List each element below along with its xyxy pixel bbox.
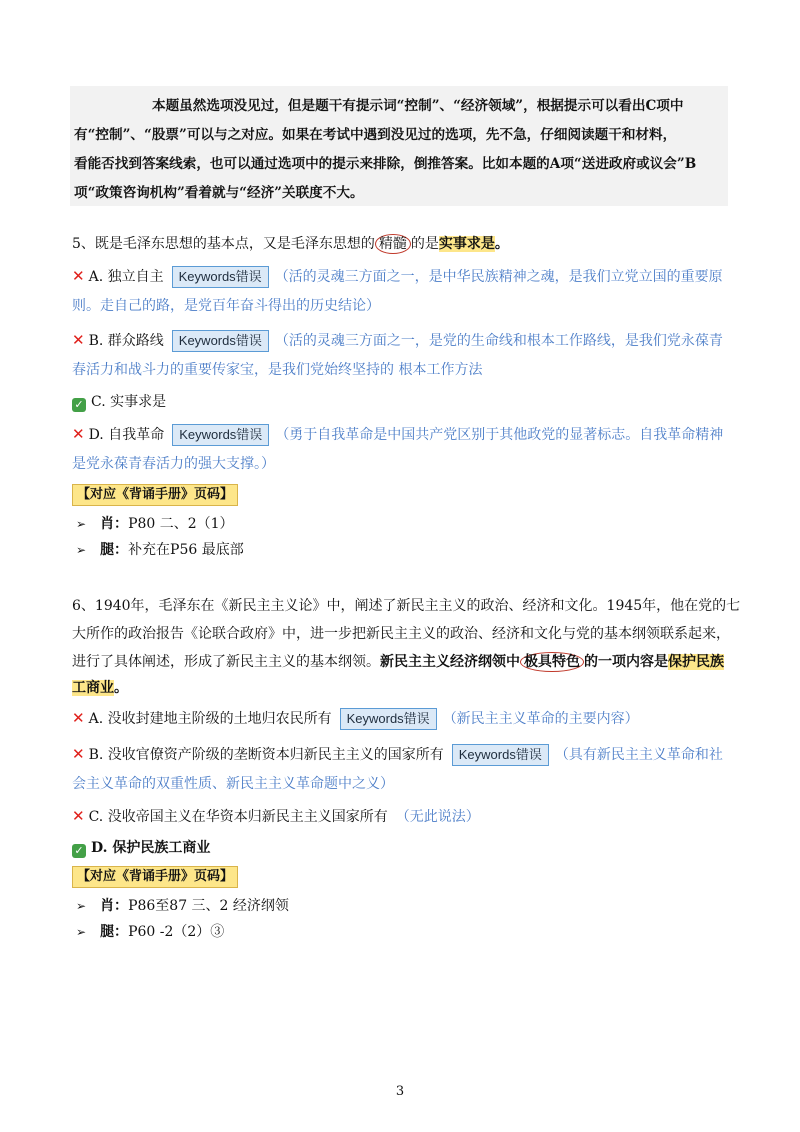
keywords-error-badge: Keywords错误 [452,744,549,766]
q6-option-c: ✕ C. 没收帝国主义在华资本归新民主主义国家所有 （无此说法） [72,807,480,825]
q6-option-b: ✕ B. 没收官僚资产阶级的垄断资本归新民主主义的国家所有 Keywords错误 （具有新民主主义革命和社 [72,744,723,766]
q6-stem-line-2: 大所作的政治报告《论联合政府》中，进一步把新民主主义的政治、经济和文化与党的基本纲领联系起来， [72,626,730,642]
q6-circled-keyword: 极具特色 [520,652,584,672]
q5-circled-keyword: 精髓 [375,234,411,254]
q6-option-b-note-cont: 会主义革命的双重性质、新民主主义革命题中之义） [72,776,394,792]
page-number: 3 [395,1084,405,1099]
q5-ref-2: ➢ 腿：补充在P56 最底部 [76,542,244,558]
q6-stem-line-1: 6、1940年，毛泽东在《新民主主义论》中，阐述了新民主主义的政治、经济和文化。1945年，他在党的七 [72,598,741,614]
q5-option-c: ✓ C. 实事求是 [72,392,166,412]
q6-option-a: ✕ A. 没收封建地主阶级的土地归农民所有 Keywords错误 （新民主主义革命的主要内容） [72,708,639,730]
handbook-tag: 【对应《背诵手册》页码】 [72,866,238,888]
q5-option-d-note-cont: 是党永葆青春活力的强大支撑。） [72,456,275,472]
q6-stem-line-3: 进行了具体阐述，形成了新民主主义的基本纲领。新民主主义经济纲领中 极具特色 的一项内容是保护民族 [72,654,724,670]
q5-answer-highlight: 实事求是 [438,236,495,252]
q5-option-a: ✕ A. 独立自主 Keywords错误 （活的灵魂三方面之一，是中华民族精神之魂，是我们立党立国的重要原 [72,266,723,288]
arrow-bullet-icon: ➢ [76,517,87,531]
q5-ref-1: ➢ 肖：P80 二、2（1） [76,516,234,532]
q5-option-b-note-cont: 春活力和战斗力的重要传家宝，是我们党始终坚持的 根本工作方法 [72,362,483,378]
q6-option-d: ✓ D. 保护民族工商业 [72,838,210,858]
keywords-error-badge: Keywords错误 [172,266,269,288]
check-icon: ✓ [72,844,86,858]
keywords-error-badge: Keywords错误 [172,330,269,352]
wrong-icon: ✕ [72,331,85,349]
q5-handbook-tag-row [72,484,238,506]
wrong-icon: ✕ [72,709,85,727]
keywords-error-badge: Keywords错误 [340,708,437,730]
q6-handbook-tag-row [72,866,238,888]
q5-option-a-note-cont: 则。走自己的路，是党百年奋斗得出的历史结论） [72,298,380,314]
keywords-error-badge: Keywords错误 [172,424,269,446]
arrow-bullet-icon: ➢ [76,899,87,913]
wrong-icon: ✕ [72,745,85,763]
note-line-2: 有“控制”、“股票”可以与之对应。如果在考试中遇到没见过的选项，先不急，仔细阅读题干和材料， [74,127,677,143]
note-line-3: 看能否找到答案线索，也可以通过选项中的提示来排除，倒推答案。比如本题的A项“送进政府或议会”B [74,156,697,172]
wrong-icon: ✕ [72,267,85,285]
q5-option-b: ✕ B. 群众路线 Keywords错误 （活的灵魂三方面之一，是党的生命线和根本工作路线，是我们党永葆青 [72,330,723,352]
wrong-icon: ✕ [72,425,85,443]
note-line-1: 本题虽然选项没见过，但是题干有提示词“控制”、“经济领域”，根据提示可以看出C项中 [152,98,684,114]
q6-ref-1: ➢ 肖：P86至87 三、2 经济纲领 [76,898,289,914]
q6-ref-2: ➢ 腿：P60 -2（2）③ [76,924,225,940]
note-line-4: 项“政策咨询机构”看着就与“经济”关联度不大。 [74,185,364,201]
q6-stem-line-4: 工商业。 [72,680,128,696]
q5-option-d: ✕ D. 自我革命 Keywords错误 （勇于自我革命是中国共产党区别于其他政党的显著标志。自我革命精神 [72,424,723,446]
explanation-note [70,86,728,206]
q5-stem: 5、既是毛泽东思想的基本点，又是毛泽东思想的 精髓 的是实事求是。 [72,236,509,252]
q6-answer-highlight: 保护民族 [668,654,724,670]
arrow-bullet-icon: ➢ [76,543,87,557]
arrow-bullet-icon: ➢ [76,925,87,939]
wrong-icon: ✕ [72,807,85,825]
check-icon: ✓ [72,398,86,412]
handbook-tag: 【对应《背诵手册》页码】 [72,484,238,506]
